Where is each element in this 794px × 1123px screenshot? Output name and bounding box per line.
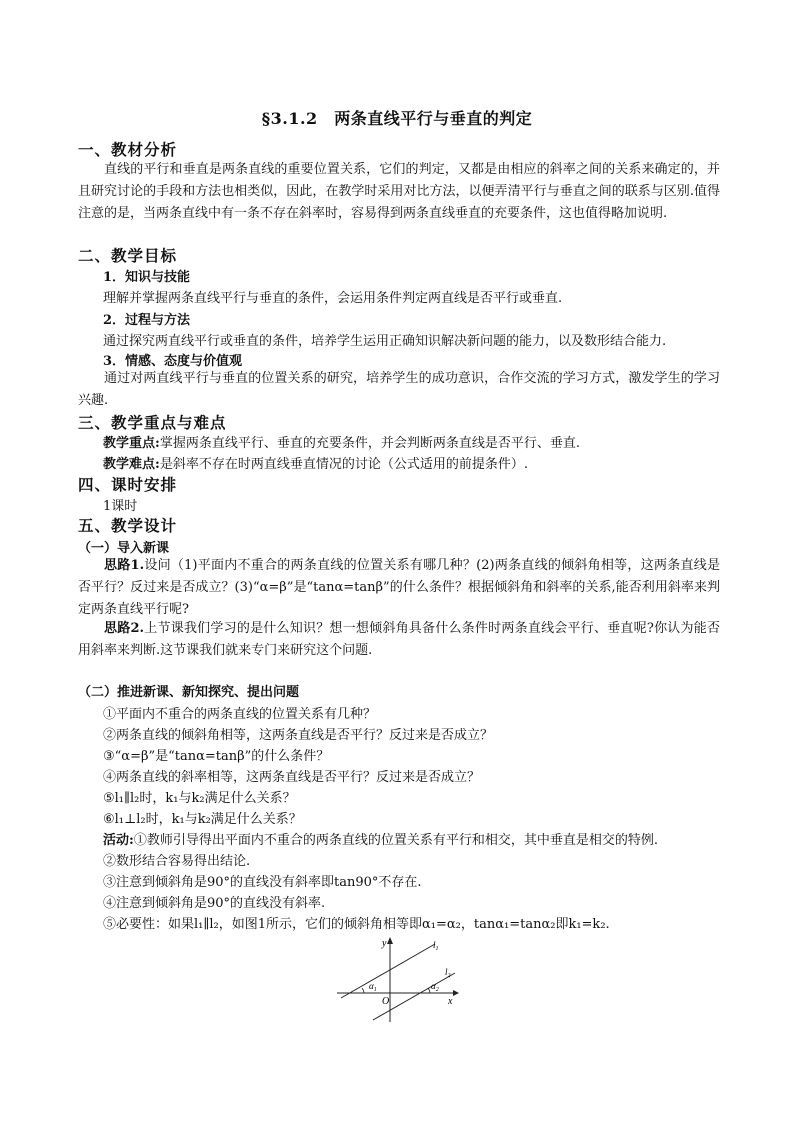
- idea-2-paragraph: [78, 618, 720, 662]
- analysis-paragraph: 直线的平行和垂直是两条直线的重要位置关系，它们的判定，又都是由相应的斜率之间的关系来确定的，并且研究讨论的手段和方法也相类似，因此，在教学时采用对比方法，以便弄清平行与垂直之间的联系与区别.值得注意的是，当两条直线中有一条不存在斜率时，容易得到两条直线垂直的充要条件，这也值得略加说明.: [78, 162, 720, 221]
- question-4: ④两条直线的斜率相等，这两条直线是否平行？反过来是否成立？: [103, 770, 481, 785]
- idea-1-paragraph: [78, 555, 720, 621]
- alpha2-label: $\alpha_2$: [431, 981, 439, 993]
- schedule-text: 1课时: [103, 499, 138, 514]
- key-point-label: 教学重点:: [103, 436, 160, 451]
- alpha1-label: $\alpha_1$: [369, 981, 377, 993]
- activity-1-line: [103, 829, 658, 848]
- idea-1-label: 思路1.: [104, 558, 145, 573]
- question-2: ②两条直线的倾斜角相等，这两条直线是否平行？反过来是否成立？: [103, 728, 494, 743]
- difficulty-text: 是斜率不存在时两直线垂直情况的讨论（公式适用的前提条件）.: [159, 457, 528, 472]
- x-axis-arrow: [453, 990, 459, 996]
- line-l1: [341, 944, 435, 998]
- key-point-text: 掌握两条直线平行、垂直的充要条件，并会判断两条直线是否平行、垂直.: [159, 436, 580, 451]
- section-heading-analysis: 一、教材分析: [78, 140, 178, 159]
- activity-4: ④注意到倾斜角是90°的直线没有斜率.: [103, 896, 326, 911]
- section-heading-goals: 二、教学目标: [78, 246, 178, 265]
- activity-1-text: ①教师引导得出平面内不重合的两条直线的位置关系有平行和相交，其中垂直是相交的特例.: [133, 833, 658, 848]
- idea-1-text: 设问（1)平面内不重合的两条直线的位置关系有哪几种？(2)两条直线的倾斜角相等，这两条直线是否平行？反过来是否成立？(3)“α=β”是“tanα=tanβ”的什么条件？根据倾斜角和斜率的关系,能否利用斜率来判定两条直线平行呢?: [78, 558, 720, 617]
- goal-attitude-text: 通过对两直线平行与垂直的位置关系的研究，培养学生的成功意识，合作交流的学习方式，激发学生的学习兴趣.: [78, 371, 720, 408]
- question-5: ⑤l₁∥l₂时，k₁与k₂满足什么关系？: [103, 791, 296, 806]
- subsection-intro-heading: （一）导入新课: [78, 541, 170, 556]
- goal-knowledge-heading: 1．知识与技能: [103, 270, 191, 285]
- question-1: ①平面内不重合的两条直线的位置关系有几种？: [103, 707, 377, 722]
- activity-5: ⑤必要性：如果l₁∥l₂，如图1所示，它们的倾斜角相等即α₁=α₂，tanα₁=tanα₂即k₁=k₂.: [103, 917, 610, 932]
- origin-label: O: [382, 996, 390, 1007]
- goal-knowledge-text: 理解并掌握两条直线平行与垂直的条件，会运用条件判定两直线是否平行或垂直.: [103, 291, 563, 306]
- page-title: §3.1.2 两条直线平行与垂直的判定: [261, 109, 533, 128]
- x-axis-label: x: [448, 996, 453, 1007]
- activity-label: 活动:: [103, 833, 134, 848]
- subsection-new-lesson-heading: （二）推进新课、新知探究、提出问题: [78, 685, 300, 700]
- l1-label: $l_1$: [433, 940, 439, 952]
- y-axis-arrow: [387, 937, 393, 944]
- question-6: ⑥l₁⊥l₂时，k₁与k₂满足什么关系？: [103, 812, 302, 827]
- question-3: ③“α=β”是“tanα=tanβ”的什么条件？: [103, 749, 330, 764]
- idea-2-label: 思路2.: [104, 621, 145, 636]
- difficulty-line: [103, 453, 528, 472]
- key-point-line: [103, 432, 580, 451]
- goal-process-text: 通过探究两直线平行或垂直的条件，培养学生运用正确知识解决新问题的能力，以及数形结合能力.: [103, 334, 667, 349]
- difficulty-label: 教学难点:: [103, 457, 160, 472]
- goal-attitude-heading: 3．情感、态度与价值观: [103, 354, 243, 369]
- section-heading-schedule: 四、课时安排: [78, 475, 178, 494]
- parallel-lines-figure: [335, 932, 460, 1024]
- angle-arc-1: [362, 988, 364, 993]
- y-axis-label: y: [382, 938, 387, 949]
- l2-label: $l_2$: [445, 967, 451, 979]
- goal-process-heading: 2．过程与方法: [103, 313, 191, 328]
- section-heading-key-points: 三、教学重点与难点: [78, 413, 227, 432]
- activity-3: ③注意到倾斜角是90°的直线没有斜率即tan90°不存在.: [103, 875, 422, 890]
- activity-2: ②数形结合容易得出结论.: [103, 854, 251, 869]
- angle-arc-2: [428, 988, 430, 993]
- idea-2-text: 上节课我们学习的是什么知识？想一想倾斜角具备什么条件时两条直线会平行、垂直呢?你认为能否用斜率来判断.这节课我们就来专门来研究这个问题.: [78, 621, 720, 658]
- section-heading-design: 五、教学设计: [78, 516, 178, 535]
